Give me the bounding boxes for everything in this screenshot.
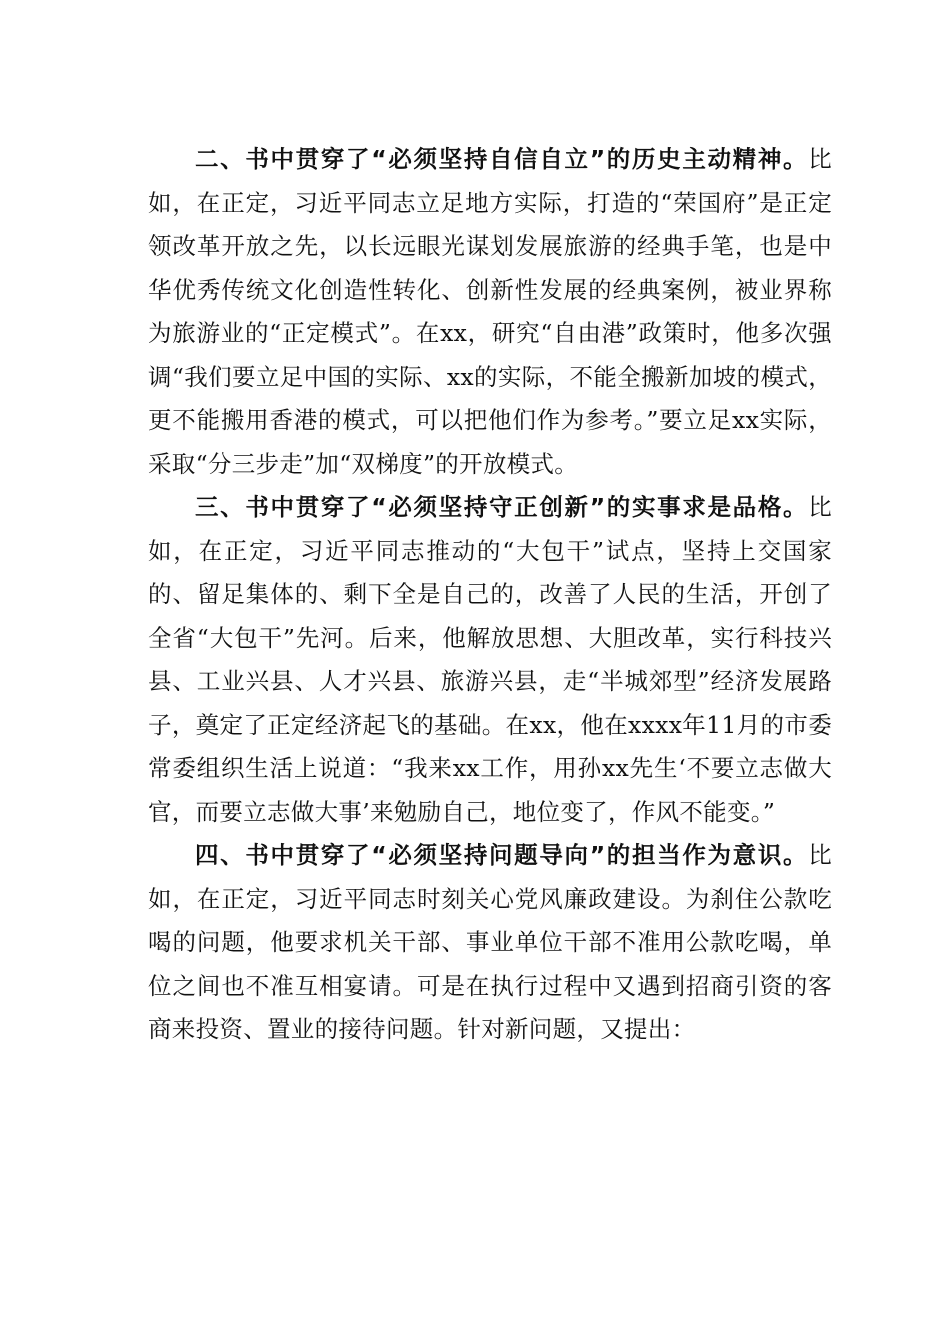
section-paragraph-4 [148, 834, 832, 1052]
document-body [148, 138, 832, 1052]
section-heading-4: 四、书中贯穿了“必须坚持问题导向”的担当作为意识。 [195, 841, 809, 869]
section-paragraph-3 [148, 486, 832, 834]
section-paragraph-2 [148, 138, 832, 486]
section-body-2: 比如，在正定，习近平同志立足地方实际，打造的“荣国府”是正定领改革开放之先，以长远眼光谋划发展旅游的经典手笔，也是中华优秀传统文化创造性转化、创新性发展的经典案例，被业界称为旅游业的“正定模式”。在xx，研究“自由港”政策时，他多次强调“我们要立足中国的实际、xx的实际，不能全搬新加坡的模式，更不能搬用香港的模式，可以把他们作为参考。”要立足xx实际，采取“分三步走”加“双梯度”的开放模式。 [148, 145, 832, 478]
section-heading-2: 二、书中贯穿了“必须坚持自信自立”的历史主动精神。 [195, 145, 809, 173]
section-body-4: 比如，在正定，习近平同志时刻关心党风廉政建设。为刹住公款吃喝的问题，他要求机关干部、事业单位干部不准用公款吃喝，单位之间也不准互相宴请。可是在执行过程中又遇到招商引资的客商来投资、置业的接待问题。针对新问题，又提出： [148, 841, 832, 1043]
section-heading-3: 三、书中贯穿了“必须坚持守正创新”的实事求是品格。 [195, 493, 809, 521]
section-body-3: 比如，在正定，习近平同志推动的“大包干”试点，坚持上交国家的、留足集体的、剩下全是自己的，改善了人民的生活，开创了全省“大包干”先河。后来，他解放思想、大胆改革，实行科技兴县、工业兴县、人才兴县、旅游兴县，走“半城郊型”经济发展路子，奠定了正定经济起飞的基础。在xx，他在xxxx年11月的市委常委组织生活上说道：“我来xx工作，用孙xx先生‘不要立志做大官，而要立志做大事’来勉励自己，地位变了，作风不能变。” [148, 493, 832, 826]
